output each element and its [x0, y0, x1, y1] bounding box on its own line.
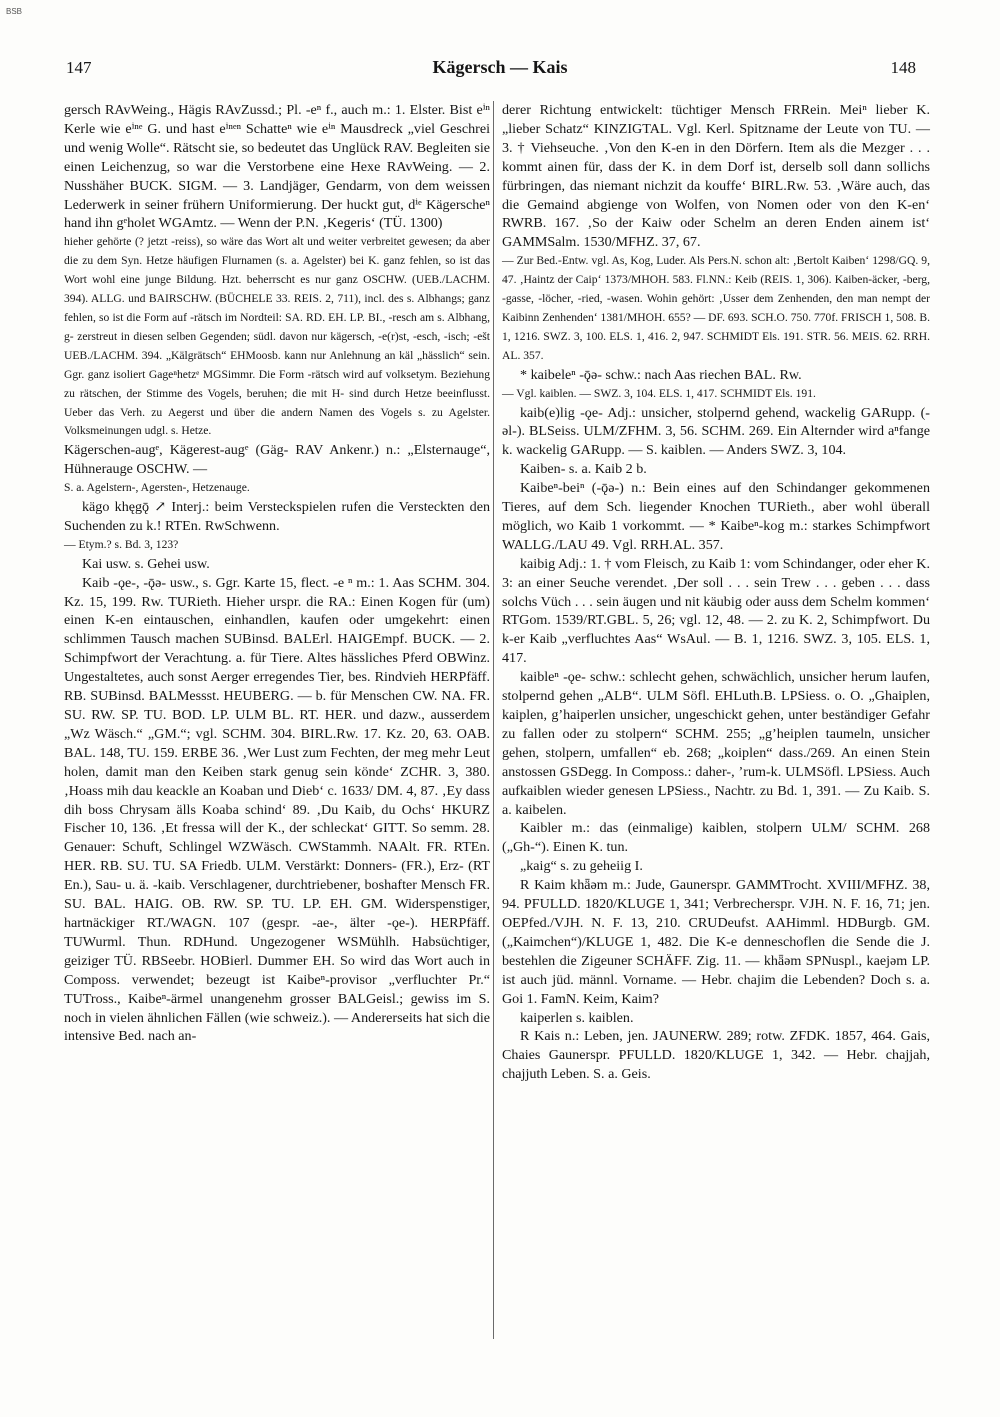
paragraph: — Etym.? s. Bd. 3, 123?	[64, 537, 179, 551]
page-number-right: 148	[890, 58, 916, 77]
paragraph: kägo khęgǭ ↗ Interj.: beim Versteckspielen rufen die Versteckten den Suchenden zu k.! RTEn. RwSchwenn.	[64, 499, 490, 534]
paragraph: Kaibler m.: das (einmalige) kaiblen, stolpern ULM/ SCHM. 268 („Gh-“). Einen K. tun.	[502, 820, 930, 856]
paragraph: Kaib -ǫe-, -ǭə- usw., s. Ggr. Karte 15, flect. -e ⁿ m.: 1. Aas SCHM. 304. Kz. 15, 199. Rw. TURieth. Hieher urspr. die RA.: Einen Kogen für (um) einen K-en eintauschen, einhandlen, kaufen oder umgekehrt: einen schlimmen Tausch machen SUBinsd. BALErl. HAIGEmpf. BUCK. — 2. Schimpfwort der Verachtung. a. für Tiere. Altes hässliches Pferd OBWinz. Ungestaltetes, auch sonst Aerger erregendes Tier, bes. Rindvieh HERPfäff. RB. SUBinsd. BALMessst. HEUBERG. — b. für Menschen CW. NA. FR. SU. RW. SP. TU. BOD. LP. ULM BL. RT. HER. und dazw., ausserdem „Wz Wäsch.“ „GM.“; vgl. SCHM. 304. BIRL.Rw. 17. Kz. 20, 63. OAB. BAL. 148, TU. 159. ERBE 36. ‚Wer Lust zum Fechten, der meg mehr Leut holen, damit man den Keiben stark genug sein könde‘ ZCHR. 3, 380. ‚Hoass mih dau keackle an Koaban und Dieb‘ c. 1633/ DM. 4, 87. ‚Ey dass dih boss Chrysam älls Koaba schind‘ 89. ‚Du Kaib, du Ochs‘ HKURZ Fischer 10, 136. ‚Et fressa will der K., der schleckat‘ GITT. So semm. 28. Genauer: Schuft, Schlingel WZWäsch. CWStammh. NAAlt. FR. RTEn. HER. RB. SU. TU. SA Friedb. ULM. Verstärkt: Donners- (FR.), Erz- (RT En.), Sau- u. ä. -kaib. Verschlagener, durchtriebener, boshafter Mensch FR. SU. BAL. HAIG. OB. RW. SP. TU. LP. EH. GM. Widerspenstiger, hartnäckiger RT./WAGN. 107 (gespr. -ae-, älter -ǫe-). HERPfäff. TUWurml. Thun. RDHund. Ungezogener WSMühlh. Habsüchtiger, geiziger TÜ. RBSeebr. HOBierl. Dummer EH. So wird das Wort auch in Composs. verwendet; bezeugt ist Kaibeⁿ-provisor „verfluchter Pr.“ TUTross., Kaibeⁿ-ärmel unangenehm grosser BALGeisl.; gewiss im S. noch in vielen ähnlichen Fällen (wie schweiz.). — Andererseits hat sich die intensive Bed. nach an-	[64, 574, 490, 1045]
paragraph: kaibig Adj.: 1. † vom Fleisch, zu Kaib 1: vom Schindanger, oder eher K. 3: an einer Seuche verendet. ‚Der soll . . . sein Trew . . . geben . . . dass solchs Vüch . . . sein äugen und nit käubig oder auss dem Schelm kommen‘ RTGom. 1539/RT.GBL. 5, 26; vgl. 12, 48. — 2. zu K. 2, Schimpfwort. Du k-er Kaib „verfluchtes Aas“ WsAul. — B. 1, 1216. SWZ. 3, 105. ELS. 1, 417.	[502, 555, 930, 667]
paragraph: — Zur Bed.-Entw. vgl. As, Kog, Luder. Als Pers.N. schon alt: ‚Bertolt Kaiben‘ 1298/GQ. 9, 47. ‚Haintz der Caip‘ 1373/MHOH. 583. Fl.NN.: Keib (REIS. 1, 306). Kaiben-äcker, -berg, -gasse, -löcher, -ried, -wasen. Wohin gehört: ‚Usser dem Zenhenden, den man nempt der Kaibinn Zenhenden‘ 1381/MHOH. 655? — DF. 693. SCH.O. 750. 770f. FRISCH 1, 508. B. 1, 1216. SWZ. 3, 100. ELS. 1, 416. 2, 947. SCHMIDT Els. 191. STR. 56. MEIS. 62. RRH. AL. 357.	[502, 254, 930, 362]
paragraph: kaiperlen s. kaiblen.	[520, 1009, 634, 1026]
page-number-left: 147	[66, 58, 92, 77]
paragraph: Kaibeⁿ-beiⁿ (-ǭə-) n.: Bein eines auf den Schindanger gekommenen Tieres, auf dem Sch. liegender Knochen TURieth., aber wohl überall möglich, wo Kaib 1 vorkommt. — * Kaibeⁿ-kog m.: starkes Schimpfwort WALLG./LAU 49. Vgl. RRH.AL. 357.	[502, 480, 930, 553]
paragraph: „kaig“ s. zu geheiig I.	[520, 858, 643, 875]
paragraph: Kaiben- s. a. Kaib 2 b.	[520, 461, 647, 478]
paragraph: kaibleⁿ -ǫe- schw.: schlecht gehen, schwächlich, unsicher herum laufen, stolpernd gehen „ALB“. ULM Söfl. EHLuth.B. LPSiess. o. O. „Ghaiplen, kaiplen, gʼhaiperlen unsicher, ungeschickt gehen, unter beständiger Gefahr zu fallen oder zu stolpern“ SCHM. 255; „gʼheiplen taumeln, unsicher gehen, stolpern, umfallen“ eb. 268; „koiplen“ dass./269. An einen Stein anstossen GSDegg. In Composs.: daher-, ’rum-k. ULMSöfl. LPSiess. Auch aufkaiblen wieder genesen LPSiess., Nachtr. zu Bd. 1, 391. — Zu Kaib. S. a. kaibelen.	[502, 669, 930, 818]
page-title: Kägersch — Kais	[432, 57, 568, 77]
right-column	[502, 101, 930, 1084]
paragraph: * kaibeleⁿ -ǭə- schw.: nach Aas riechen BAL. Rw.	[520, 366, 802, 383]
paragraph: Kägerschen-augᵉ, Kägerest-augᵉ (Gäg- RAV Ankenr.) n.: „Elsternauge“, Hühnerauge OSCHW. —	[64, 442, 490, 478]
left-column	[64, 101, 490, 1046]
column-divider	[493, 101, 494, 1339]
paragraph: R Kais n.: Leben, jen. JAUNERW. 289; rotw. ZFDK. 1857, 464. Gais, Chaies Gaunerspr. PFULLD. 1820/KLUGE 1, 342. — Hebr. chajjah, chajjuth Leben. S. a. Geis.	[502, 1028, 930, 1083]
paragraph: Kai usw. s. Gehei usw.	[82, 555, 210, 572]
paragraph: R Kaim khǟəm m.: Jude, Gaunerspr. GAMMTrocht. XVIII/MFHZ. 38, 94. PFULLD. 1820/KLUGE 1, 341; Verbrecherspr. VJH. N. F. 16, 71; jen. OEPfed./VJH. N. F. 13, 210. CRUDeufst. AAHimml. HDBurgb. GM. („Kaimchen“)/KLUGE 1, 482. Die K-e denneschoflen die Sende die J. bestehlen die Zigeuner SCHÄFF. Zig. 11. — khǟəm SPNuspl., kaejəm LP. ist auch jüd. männl. Vorname. — Hebr. chajim die Lebenden? Doch s. a. Goi 1. FamN. Keim, Kaim?	[502, 877, 930, 1007]
paragraph: kaib(e)lig -ǫe- Adj.: unsicher, stolpernd gehend, wackelig GARupp. (-əl-). BLSeiss. ULM/ZFHM. 3, 56. SCHM. 269. Ein Alternder wird aⁿfange k. wackelig GARupp. — S. kaiblen. — Anders SWZ. 3, 104.	[502, 404, 930, 459]
paragraph: — Vgl. kaiblen. — SWZ. 3, 104. ELS. 1, 417. SCHMIDT Els. 191.	[502, 386, 816, 400]
paragraph: S. a. Agelstern-, Agersten-, Hetzenauge.	[64, 481, 250, 495]
paragraph: hieher gehörte (? jetzt -reiss), so wäre das Wort alt und weiter verbreitet gewesen; da aber die zu dem Syn. Hetze häufigen Flurnamen (s. a. Agelster) bei K. ganz fehlen, so ist das Wort wohl eine junge Bildung. Hzt. beherrscht es nur ganz OSCHW. (UEB./LACHM. 394). ALLG. und BAIRSCHW. (BÜCHELE 33. REIS. 2, 711), incl. des s. Albhangs; ganz fehlen, so ist die Form auf -rätsch im Nordteil: SA. RD. EH. LP. BI., -resch am s. Albhang, g- zerstreut in diesen selben Gegenden; südl. davon nur kägersch, -e(r)st, -esch, -isch; -ešt UEB./LACHM. 394. „Kälgrätsch“ EHMoosb. kann nur Anlehnung an käl „hässlich“ sein. Ggr. ganz isoliert Gageⁿhetzᵉ MGSimmr. Die Form -rätsch wird auf volksetym. Beziehung zu rätschen, der Stimme des Vogels, beruhen; die mit H- sind durch Hetze beeinflusst. Ueber das Verh. zu Aegerst und über die andern Namen des Vogels s. zu Agelster. Volksmeinungen udgl. s. Hetze.	[64, 235, 490, 438]
library-stamp: BSB	[6, 7, 23, 16]
paragraph: derer Richtung entwickelt: tüchtiger Mensch FRRein. Meiⁿ lieber K. „lieber Schatz“ KINZIGTAL. Vgl. Kerl. Spitzname der Leute von TU. — 3. † Viehseuche. ‚Von den K-en in den Dörfern. Item als die Mezger . . . kommt ainen für, dass der K. in dem Dorf ist, derselb soll dann sollichs fürbringen, das niemant nichzit da kouffe‘ BIRL.Rw. 53. ‚Wäre auch, das die Gemaind abgienge von Wolfen, von Nomen oder von den K-en‘ RWRB. 167. ‚So der Kaiw oder Schelm an deren Enden ainem ist‘ GAMMSalm. 1530/MFHZ. 37, 67.	[502, 102, 930, 251]
paragraph: gersch RAvWeing., Hägis RAvZussd.; Pl. -eⁿ f., auch m.: 1. Elster. Bist eⁱⁿ Kerle wie eⁱⁿᵉ G. und hast eⁱⁿᵉⁿ Schatteⁿ wie eⁱⁿ Mausdreck „viel Geschrei und wenig Wolle“. Rätscht sie, so bedeutet das Unglück RAV. Begleiten sie einen Leichenzug, so war die Verstorbene eine Hexe RAvWeing. — 2. Nusshäher BUCK. SIGM. — 3. Landjäger, Gendarm, von dem weissen Lederwerk in seiner frühern Uniformierung. Der huckt gut, dⁱᵉ Kägerscheⁿ hand ihn gᵉholet WGAmtz. — Wenn der P.N. ‚Kegeris‘ (TÜ. 1300)	[64, 102, 490, 232]
